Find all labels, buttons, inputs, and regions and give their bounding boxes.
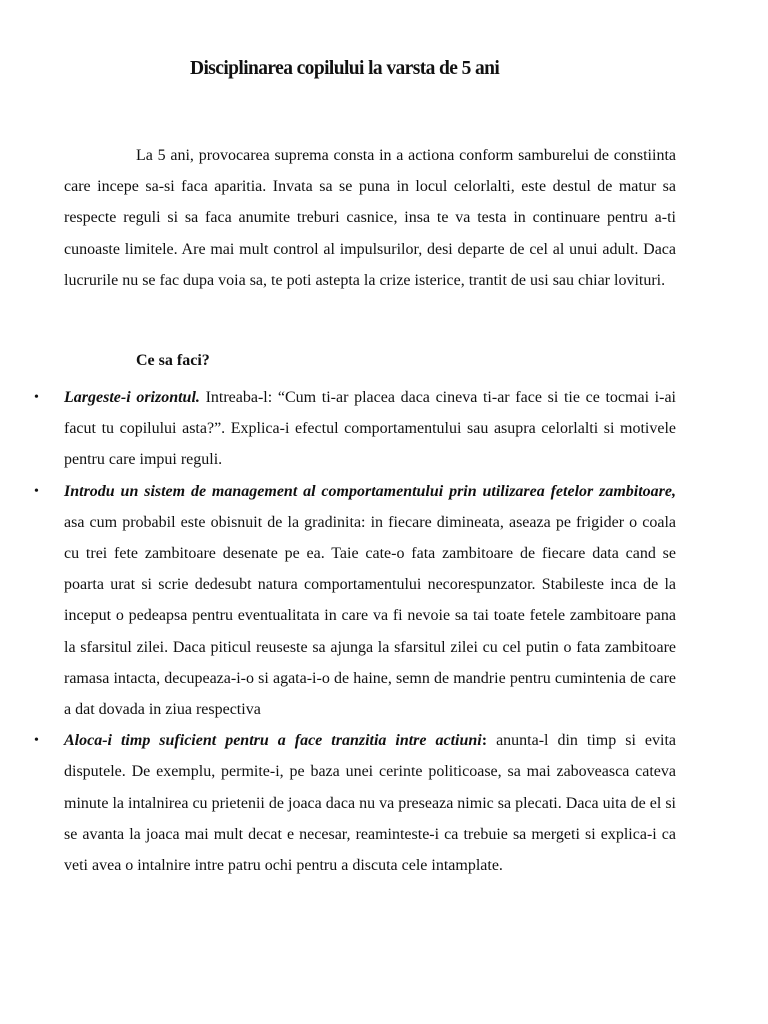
list-item (34, 476, 676, 726)
bullet-lead-text: Introdu un sistem de management al comportamentului prin utilizarea fetelor zambitoare, (64, 482, 676, 500)
bullet-icon: • (34, 390, 39, 405)
bullet-separator: : (481, 732, 488, 750)
bullet-body-text: Intreaba-l: “Cum ti-ar placea daca cineva ti-ar face si tie ce tocmai i-ai facut tu copilului asta?”. Explica-i efectul comportamentului sau asupra celorlalti si motivele pentru care impui reguli. (64, 389, 677, 469)
bullet-lead-text: Largeste-i orizontul. (64, 389, 200, 406)
bullet-icon: • (34, 483, 39, 499)
list-item (34, 382, 677, 476)
intro-paragraph: La 5 ani, provocarea suprema consta in a actiona conform samburelui de constiinta care incepe sa-si faca aparitia. Invata sa se puna in locul celorlalti, este destul de matur sa respecte reguli si sa faca anumite treburi casnice, insa te va testa in continuare pentru a-ti cunoaste limitele. Are mai mult control al impulsurilor, desi departe de cel al unui adult. Daca lucrurile nu se fac dupa voia sa, te poti astepta la crize isterice, trantit de usi sau chiar lovituri. (64, 147, 676, 289)
document-title: Disciplinarea copilului la varsta de 5 ani (190, 58, 500, 79)
bullet-lead-text: Aloca-i timp suficient pentru a face tranzitia intre actiuni (64, 732, 482, 750)
bullet-icon: • (34, 733, 39, 749)
bullet-body-text: asa cum probabil este obisnuit de la gradinita: in fiecare dimineata, aseaza pe frigider o coala cu trei fete zambitoare desenate pe ea. Taie cate-o fata zambitoare de fiecare data cand se poarta urat si scrie dedesubt natura comportamentului necorespunzator. Stabileste inca de la inceput o pedeapsa pentru eventualitata in care va fi nevoie sa tai toate fetele zambitoare pana la sfarsitul zilei. Daca piticul reuseste sa ajunga la sfarsitul zilei cu cel putin o fata zambitoare ramasa intacta, decupeaza-i-o si agata-i-o de haine, semn de mandrie pentru cumintenia de care a dat dovada in ziua respectiva (64, 513, 676, 719)
list-item (34, 725, 677, 881)
advice-list (34, 382, 677, 881)
section-subheading: Ce sa faci? (136, 352, 210, 369)
bullet-body-text: anunta-l din timp si evita disputele. De exemplu, permite-i, pe baza unei cerinte politicoase, sa mai zaboveasca cateva minute la intalnirea cu prietenii de joaca daca nu va preseaza nimic sa plecati. Daca uita de el si se avanta la joaca mai mult decat e necesar, reaminteste-i ca trebuie sa mergeti si explica-i ca veti avea o intalnire intre patru ochi pentru a discuta cele intamplate. (64, 732, 677, 875)
